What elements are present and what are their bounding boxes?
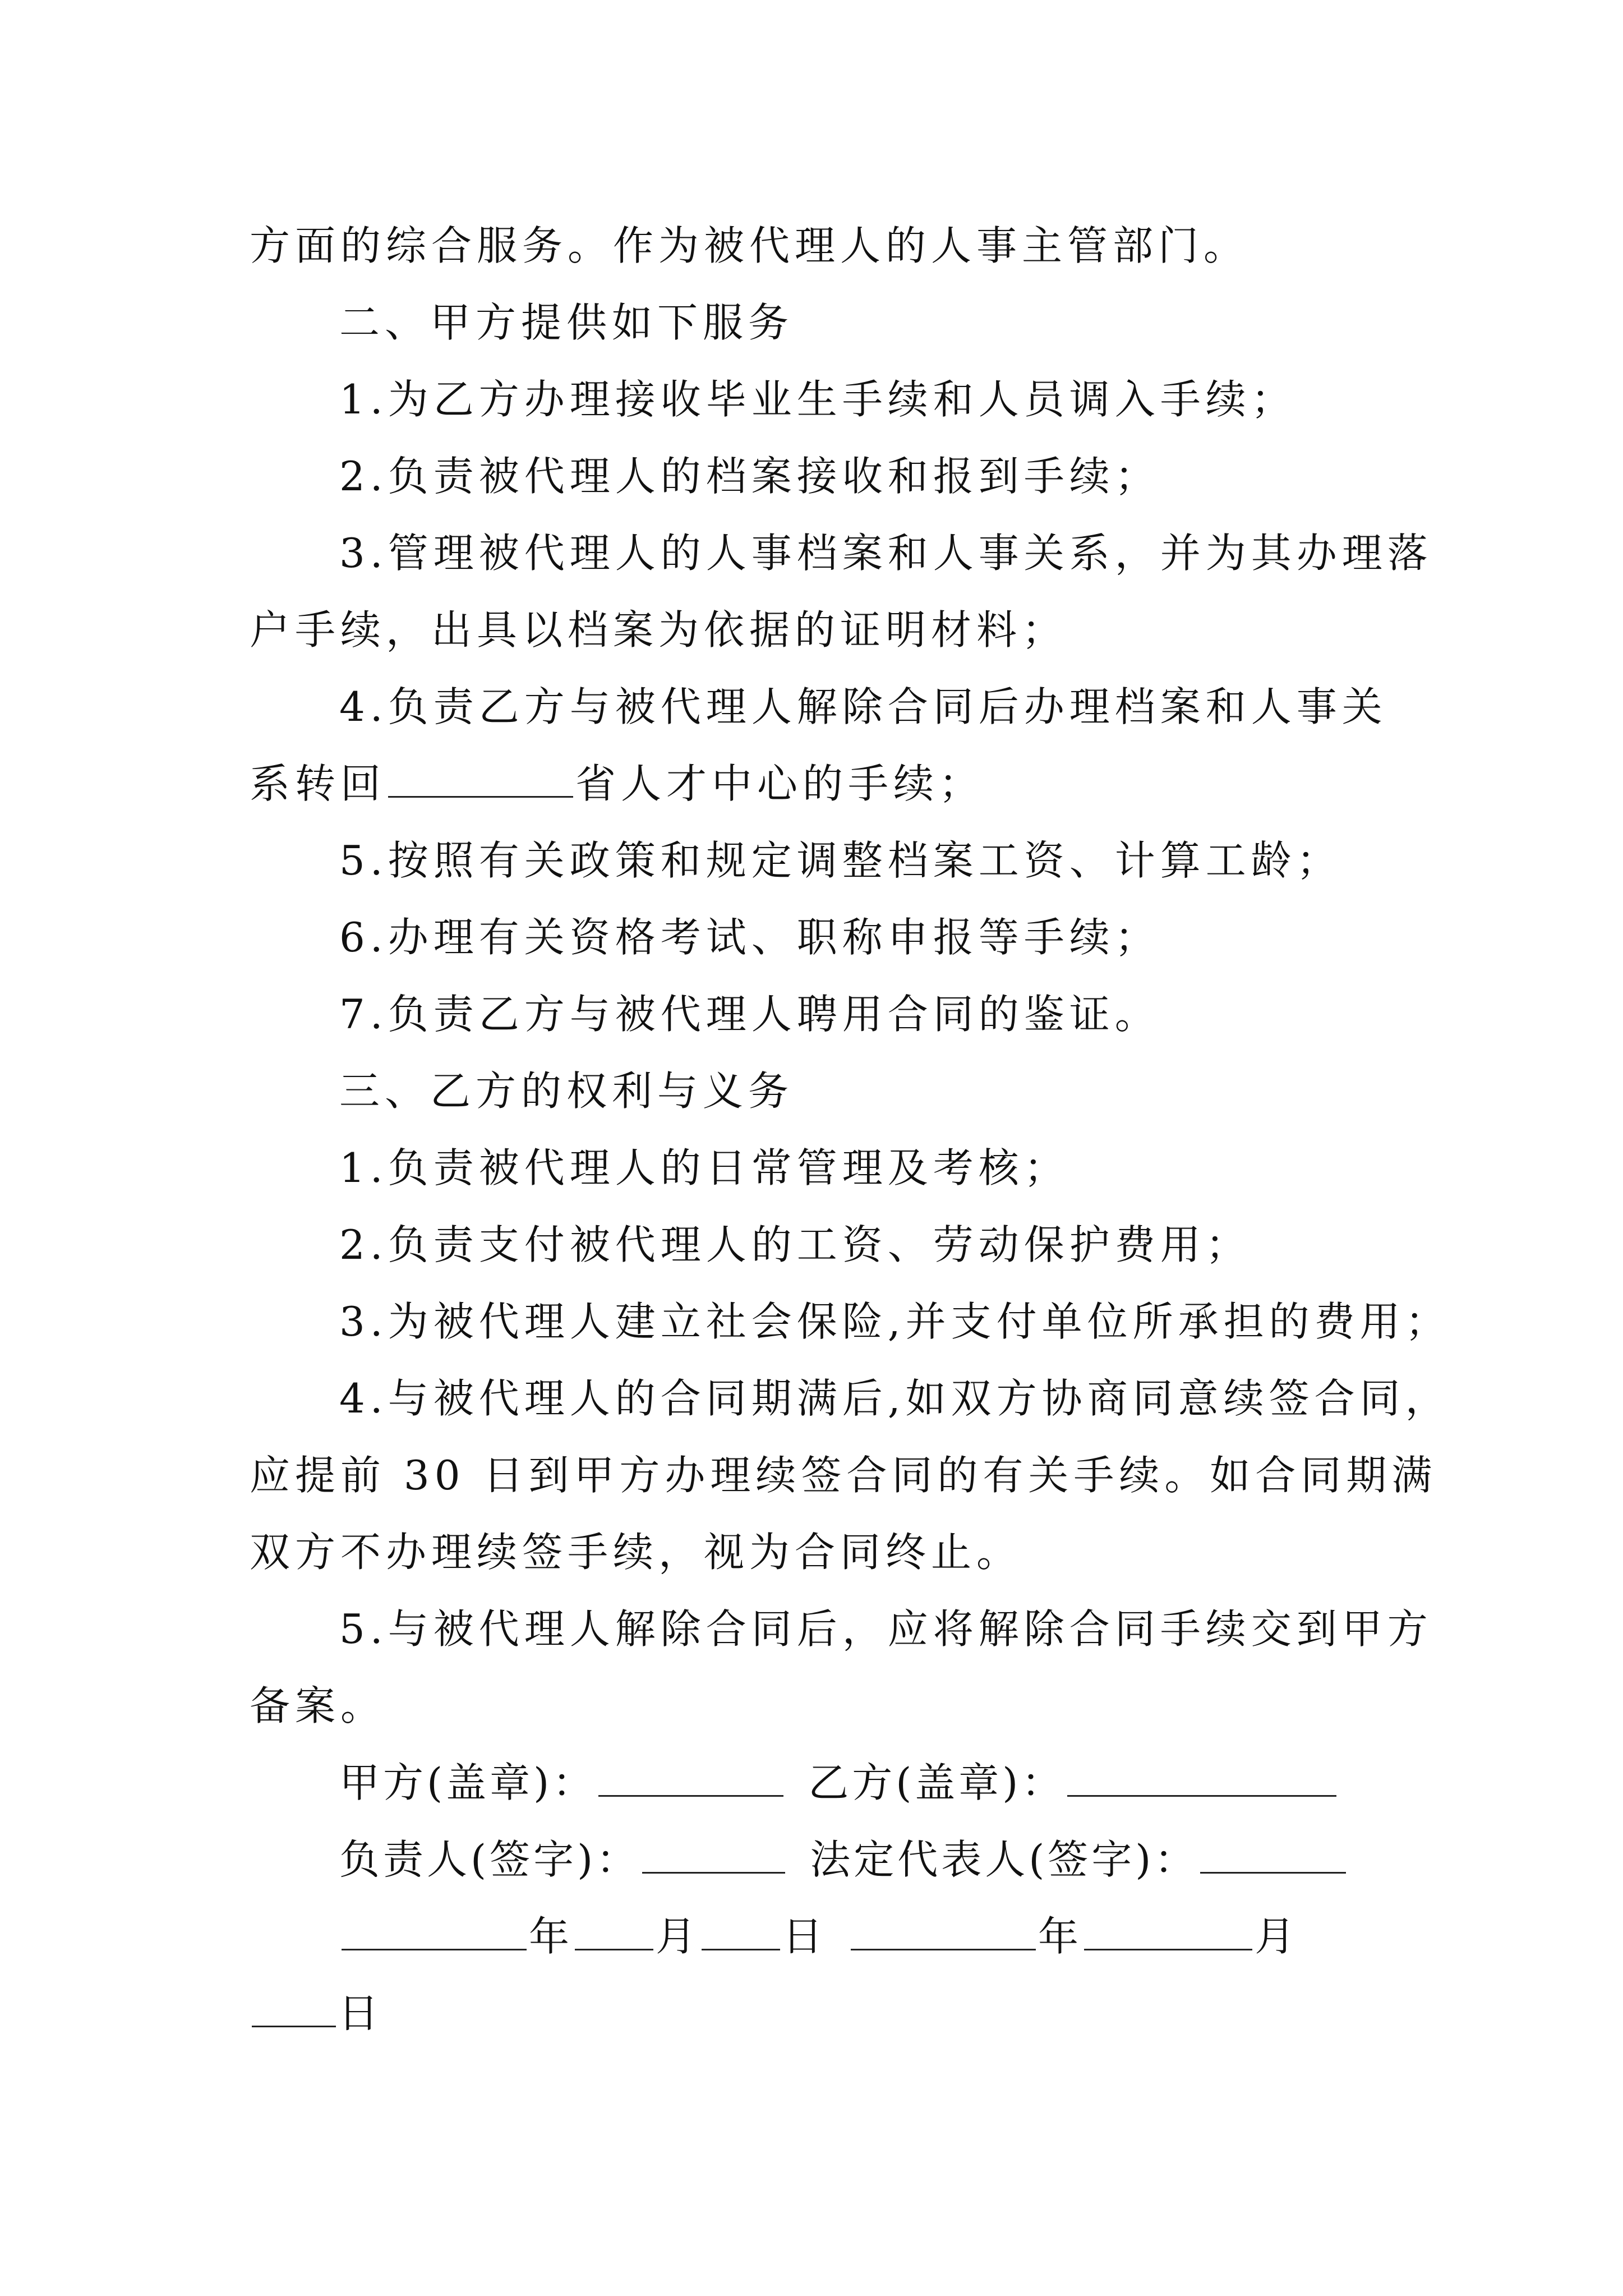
party-b-seal-label: 乙方(盖章)： [808,1759,1066,1806]
paragraph-line: 7.负责乙方与被代理人聘用合同的鉴证。 [339,991,1160,1038]
year-a-label: 年 [529,1913,573,1960]
legal-rep-blank [1200,1837,1346,1874]
year-b-label: 年 [1038,1913,1082,1960]
transfer-after: 省人才中心的手续； [575,760,985,807]
day-b-blank [252,1991,336,2027]
year-b-blank [851,1914,1036,1950]
person-in-charge-blank [642,1837,785,1874]
person-in-charge-label: 负责人(签字)： [339,1836,640,1883]
paragraph-line: 双方不办理续签手续，视为合同终止。 [250,1529,1022,1576]
date-line [250,1898,1394,1975]
paragraph-line: 3.管理被代理人的人事档案和人事关系，并为其办理落 [339,530,1433,577]
paragraph-line: 5.按照有关政策和规定调整档案工资、计算工龄； [339,837,1342,884]
paragraph-line: 应提前 30 日到甲方办理续签合同的有关手续。如合同期满 [250,1452,1437,1499]
paragraph-line: 备案。 [250,1682,386,1729]
party-a-seal-blank [598,1760,783,1797]
month-b-label: 月 [1255,1913,1299,1960]
month-b-blank [1084,1914,1252,1950]
day-a-label: 日 [782,1913,827,1960]
signature-line [250,1821,1394,1898]
month-a-blank [575,1914,653,1950]
province-blank [388,761,573,798]
transfer-before: 系转回 [250,760,386,807]
transfer-line [250,746,1394,822]
document-body [250,208,1451,2052]
paragraph-line: 1.负责被代理人的日常管理及考核； [339,1144,1069,1191]
paragraph-line: 3.为被代理人建立社会保险,并支付单位所承担的费用； [339,1298,1451,1345]
paragraph-line: 2.负责被代理人的档案接收和报到手续； [339,453,1160,500]
legal-rep-label: 法定代表人(签字)： [810,1836,1198,1883]
paragraph-line: 4.与被代理人的合同期满后,如双方协商同意续签合同， [339,1375,1451,1422]
day-b-label: 日 [338,1990,384,2037]
paragraph-line: 二、甲方提供如下服务 [339,299,794,346]
paragraph-line: 6.办理有关资格考试、职称申报等手续； [339,914,1160,961]
seal-line [250,1745,1394,1821]
paragraph-line: 三、乙方的权利与义务 [339,1068,794,1115]
paragraph-line: 户手续，出具以档案为依据的证明材料； [250,606,1068,654]
day-a-blank [702,1914,780,1950]
date-line-continued [250,1975,1394,2052]
paragraph-line: 方面的综合服务。作为被代理人的人事主管部门。 [250,222,1249,269]
paragraph-line: 2.负责支付被代理人的工资、劳动保护费用； [339,1221,1251,1268]
month-a-label: 月 [656,1913,700,1960]
paragraph-line: 1.为乙方办理接收毕业生手续和人员调入手续； [339,376,1297,423]
party-b-seal-blank [1067,1760,1336,1797]
party-a-seal-label: 甲方(盖章)： [339,1759,597,1806]
paragraph-line: 4.负责乙方与被代理人解除合同后办理档案和人事关 [339,683,1387,730]
year-a-blank [342,1914,527,1950]
paragraph-line: 5.与被代理人解除合同后，应将解除合同手续交到甲方 [339,1605,1433,1653]
